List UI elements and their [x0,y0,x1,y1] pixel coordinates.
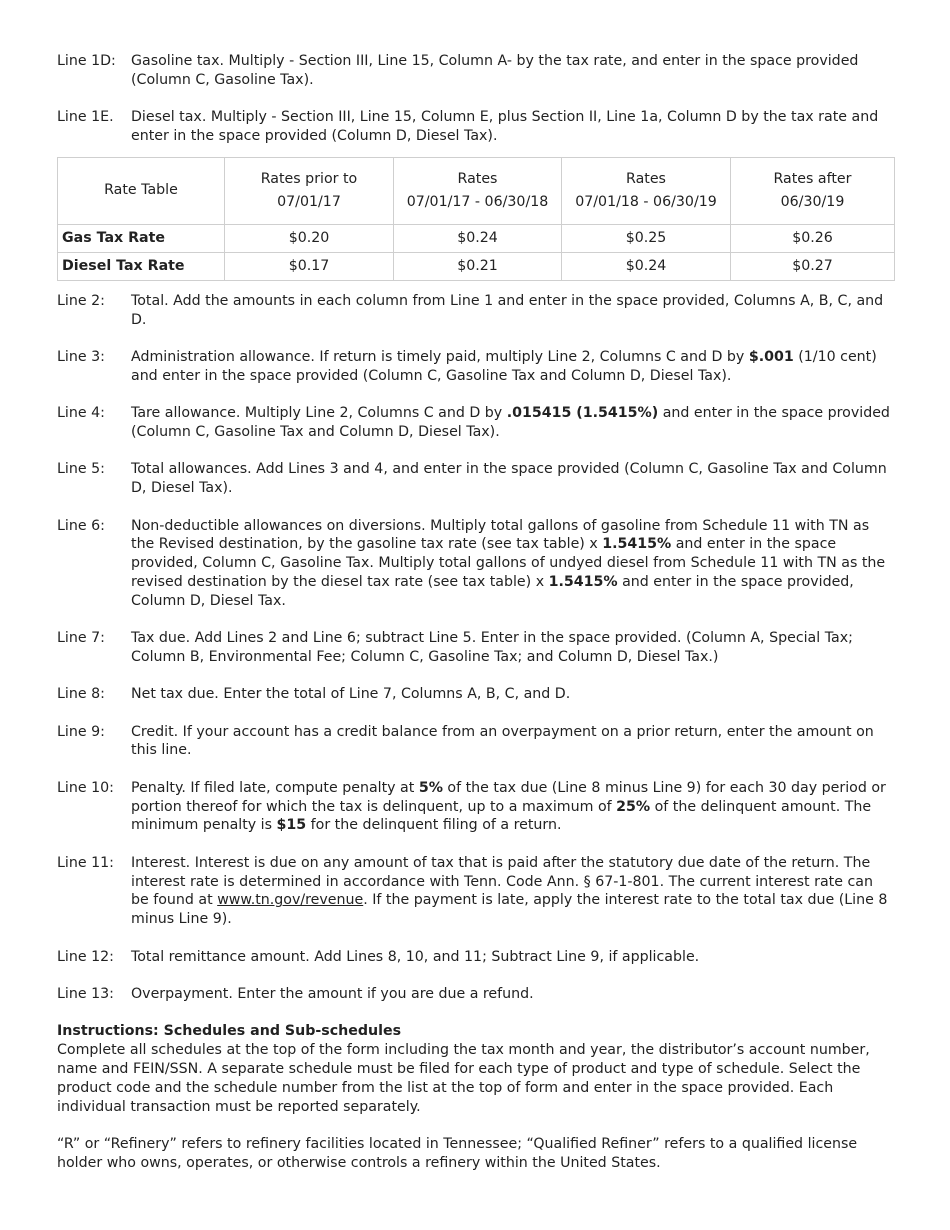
line-text [131,404,895,442]
line-text [131,292,895,330]
rate-table-header-text: 07/01/18 - 06/30/19 [575,193,717,210]
line-label: Line 13: [57,986,114,1003]
instructions-page [57,52,895,1192]
rate-table [57,157,895,281]
line-text [131,854,895,929]
line-text [131,629,895,667]
line-text [131,985,895,1004]
rate-table-header-text: Rates [626,170,666,187]
line-label: Line 6: [57,517,105,534]
bold-value: $.001 [748,348,794,365]
rate-table-header-text: Rates [457,170,498,187]
line-item [57,779,895,835]
instructions-paragraph: “R” or “Refinery” refers to refinery facilities located in Tennessee; “Qualified Refiner” refers to a qualified license holder who owns, operates, or otherwise controls a refinery within the United States. [57,1136,858,1171]
line-item [57,854,895,929]
text-segment: and enter in the space provided (Column C, Gasoline Tax and Column D, Diesel Tax). [131,405,890,440]
rate-table-header-text: Rates after [773,170,852,187]
rate-cell: $0.21 [394,252,562,280]
line-items [57,292,895,1004]
line-label: Line 7: [57,630,105,647]
bold-value: 25% [616,798,651,815]
rate-table-header-cell [562,157,731,224]
rate-table-header-text: Rate Table [104,182,178,199]
bold-value: $15 [276,817,307,834]
rate-cell: $0.26 [731,224,895,252]
rate-cell: $0.27 [731,252,895,280]
bold-value: 1.5415% [548,573,618,590]
instructions-heading: Instructions: Schedules and Sub-schedules [57,1023,402,1040]
line-item [57,985,895,1004]
rate-table-header-text: 07/01/17 [277,193,341,210]
rate-table-header [58,157,895,224]
line-label: Line 3: [57,348,105,365]
line-label: Line 10: [57,779,114,796]
line-text: Gasoline tax. Multiply - Section III, Line 15, Column A- by the tax rate, and enter in the space provided (Column C, Gasoline Tax). [131,53,859,88]
line-label: Line 4: [57,405,105,422]
text-segment: Total remittance amount. Add Lines 8, 10, and 11; Subtract Line 9, if applicable. [131,948,700,965]
line-text [131,517,895,611]
line-label: Line 5: [57,461,105,478]
line-text [131,685,895,704]
bold-value: 5% [418,779,443,796]
line-text [131,779,895,835]
line-item [57,629,895,667]
line-item [57,108,895,146]
rate-table-header-text: 07/01/17 - 06/30/18 [406,193,549,210]
text-segment: of the delinquent amount. The minimum penalty is [131,798,872,834]
revenue-link[interactable]: www.tn.gov/revenue [217,892,364,909]
rate-cell: $0.25 [562,224,731,252]
rate-table-header-cell [225,157,394,224]
text-segment: and enter in the space provided, Column C, Gasoline Tax. Multiply total gallons of undyed diesel from Schedule 11 with TN as the revised destination by the diesel tax rate (see tax table) x [131,536,886,590]
text-segment: and enter in the space provided, Column D, Diesel Tax. [131,573,854,609]
rate-table-row [58,224,895,252]
line-text [131,348,895,386]
rate-table-row [58,252,895,280]
rate-cell: $0.17 [225,252,394,280]
rate-cell: $0.24 [562,252,731,280]
text-segment: Interest. Interest is due on any amount of tax that is paid after the statutory due date of the return. The interest rate is determined in accordance with Tenn. Code Ann. § 67-1-801. The current interest rate can be found at [131,854,873,909]
line-item [57,404,895,442]
rate-table-header-text: Rates prior to [260,170,358,187]
text-segment: Tax due. Add Lines 2 and Line 6; subtract Line 5. Enter in the space provided. (Column A, Special Tax; Column B, Environmental Fee; Column C, Gasoline Tax; and Column D, Diesel Tax.) [131,630,853,665]
line-item [57,685,895,704]
text-segment: Credit. If your account has a credit balance from an overpayment on a prior return, enter the amount on this line. [131,723,874,759]
line-text: Diesel tax. Multiply - Section III, Line 15, Column E, plus Section II, Line 1a, Column D by the tax rate and enter in the space provided (Column D, Diesel Tax). [131,109,879,144]
line-text [131,460,895,498]
line-item [57,292,895,330]
text-segment: (1/10 cent) and enter in the space provided (Column C, Gasoline Tax and Column D, Diesel Tax). [131,348,877,384]
line-text [131,723,895,761]
text-segment: . If the payment is late, apply the interest rate to the total tax due (Line 8 minus Line 9). [131,892,888,928]
bold-value: .015415 (1.5415%) [506,405,659,422]
line-item [57,52,895,90]
line-item [57,348,895,386]
text-segment: Penalty. If filed late, compute penalty at [131,779,419,796]
bold-value: 1.5415% [602,536,672,553]
rate-table-header-cell [58,157,225,224]
rate-table-header-cell [731,157,895,224]
rate-cell: $0.20 [225,224,394,252]
rate-cell: $0.24 [394,224,562,252]
line-item [57,948,895,967]
line-label: Line 11: [57,854,114,871]
rate-table-header-cell [394,157,562,224]
line-item [57,517,895,611]
line-label: Line 2: [57,292,105,309]
line-item [57,460,895,498]
line-label: Line 12: [57,948,114,965]
text-segment: Non-deductible allowances on diversions. Multiply total gallons of gasoline from Schedule 11 with TN as the Revised destination, by the gasoline tax rate (see tax table) x [131,517,870,553]
text-segment: Total. Add the amounts in each column from Line 1 and enter in the space provided, Columns A, B, C, and D. [131,292,884,328]
instructions-paragraph: Complete all schedules at the top of the form including the tax month and year, the distributor’s account number, name and FEIN/SSN. A separate schedule must be filed for each type of product and type of schedule. Select the product code and the schedule number from the list at the top of form and enter in the space provided. Each individual transaction must be reported separately. [57,1042,870,1115]
text-segment: of the tax due (Line 8 minus Line 9) for each 30 day period or portion thereof for which the tax is delinquent, up to a maximum of [131,779,886,815]
line-label: Line 1E. [57,109,114,126]
line-text [131,948,895,967]
line-item [57,723,895,761]
text-segment: Total allowances. Add Lines 3 and 4, and enter in the space provided (Column C, Gasoline Tax and Column D, Diesel Tax). [131,461,887,497]
rate-row-label: Diesel Tax Rate [58,252,225,280]
line-label: Line 9: [57,723,105,740]
text-segment: for the delinquent filing of a return. [306,817,562,834]
text-segment: Net tax due. Enter the total of Line 7, Columns A, B, C, and D. [131,686,571,703]
text-segment: Administration allowance. If return is timely paid, multiply Line 2, Columns C and D by [131,348,749,365]
instructions-section [57,1022,895,1172]
text-segment: Overpayment. Enter the amount if you are due a refund. [131,986,534,1003]
rate-table-header-text: 06/30/19 [780,193,845,210]
text-segment: Tare allowance. Multiply Line 2, Columns C and D by [131,405,507,422]
line-label: Line 8: [57,686,105,703]
rate-row-label: Gas Tax Rate [58,224,225,252]
line-label: Line 1D: [57,53,116,69]
